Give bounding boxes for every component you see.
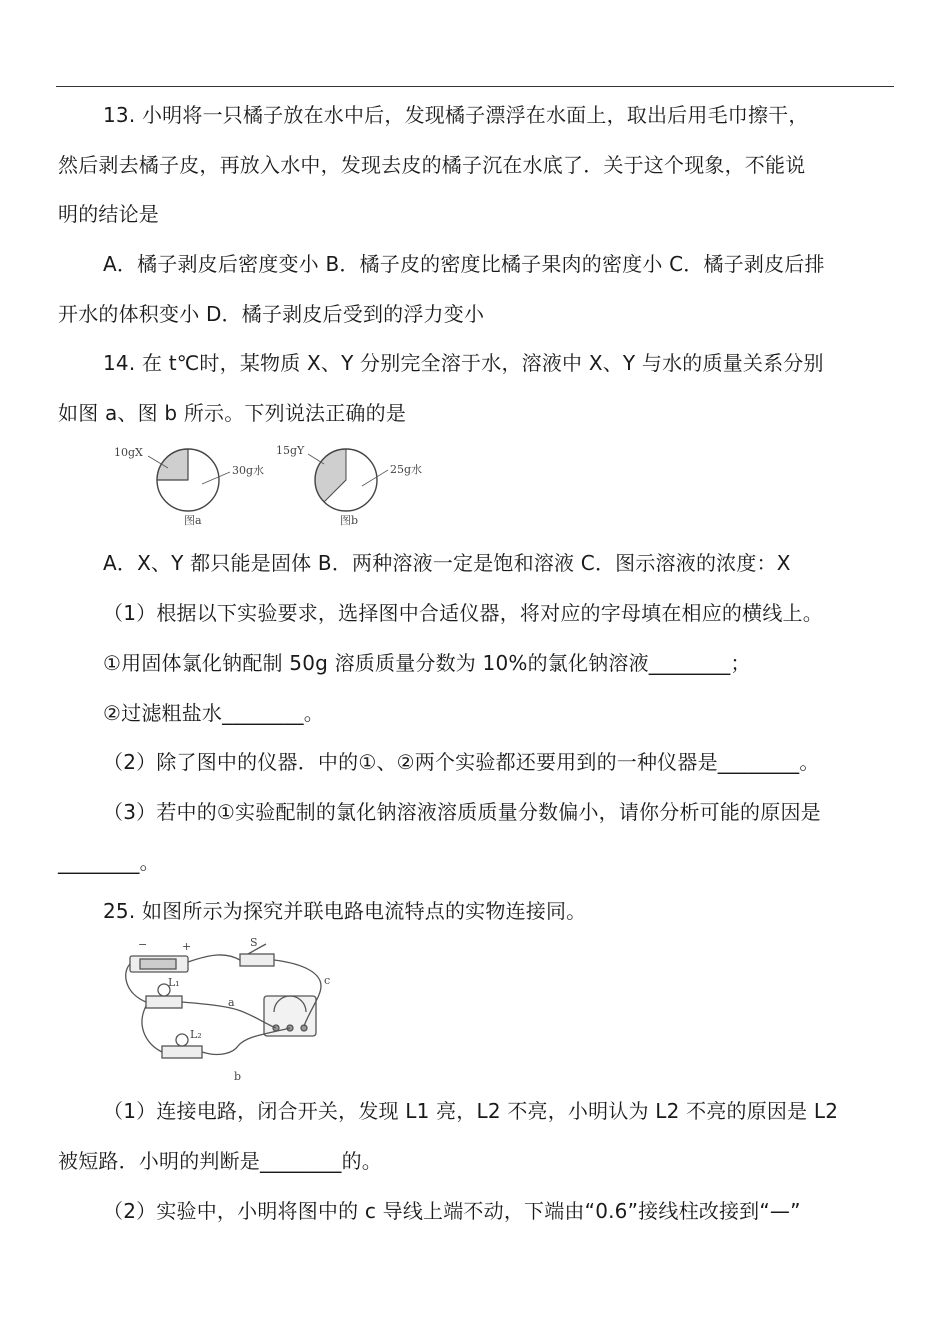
- top-rule: [56, 86, 894, 87]
- switch-base: [240, 954, 274, 966]
- switch-label: S: [250, 936, 258, 949]
- pie-a-caption: 图a: [184, 514, 202, 527]
- q14-stem-line1: 14. 在 t℃时，某物质 X、Y 分别完全溶于水，溶液中 X、Y 与水的质量关系分别: [103, 351, 824, 375]
- lamp-l2-label: L₂: [190, 1028, 202, 1041]
- battery-minus-label: −: [138, 938, 148, 951]
- wire-c-label: c: [324, 974, 331, 987]
- battery-plus-label: +: [182, 940, 192, 953]
- q13-stem-line1: 13. 小明将一只橘子放在水中后，发现橘子漂浮在水面上，取出后用毛巾擦干，: [103, 103, 809, 127]
- lamp-l1-label: L₁: [168, 976, 180, 989]
- pie-b-caption: 图b: [340, 514, 359, 527]
- sub-question-1a: ①用固体氯化钠配制 50g 溶质质量分数为 10%的氯化钠溶液________；: [103, 651, 751, 675]
- lamp-l2-bulb: [176, 1034, 188, 1046]
- pie-b-water-label: 25g水: [390, 463, 423, 476]
- pie-b-solute-label: 15gY: [276, 444, 305, 457]
- pie-b-solute-slice: [315, 449, 346, 502]
- sub-question-1: （1）根据以下实验要求，选择图中合适仪器，将对应的字母填在相应的横线上。: [103, 601, 823, 625]
- q14-stem-line2: 如图 a、图 b 所示。下列说法正确的是: [58, 401, 407, 425]
- q14-pie-figure: [110, 440, 440, 532]
- q13-options-line1: A．橘子剥皮后密度变小 B．橘子皮的密度比橘子果肉的密度小 C．橘子剥皮后排: [103, 252, 825, 276]
- battery-cell: [140, 959, 176, 969]
- q13-options-line2: 开水的体积变小 D．橘子剥皮后受到的浮力变小: [58, 302, 485, 326]
- wire-battery-switch: [188, 955, 240, 962]
- wire-b-label: b: [234, 1070, 242, 1083]
- pie-b-solute-leader: [308, 454, 324, 464]
- q13-stem-line2: 然后剥去橘子皮，再放入水中，发现去皮的橘子沉在水底了．关于这个现象，不能说: [58, 153, 806, 177]
- lamp-l1-base: [146, 996, 182, 1008]
- pie-a-water-label: 30g水: [232, 464, 265, 477]
- sub-question-3-line2: ________。: [58, 850, 160, 874]
- sub-question-3-line1: （3）若中的①实验配制的氯化钠溶液溶质质量分数偏小，请你分析可能的原因是: [103, 800, 821, 824]
- pie-charts-svg: [110, 440, 440, 532]
- q13-stem-line3: 明的结论是: [58, 202, 159, 226]
- wire-a-label: a: [228, 996, 235, 1009]
- q25-sub1-line2: 被短路．小明的判断是________的。: [58, 1149, 382, 1173]
- q25-circuit-figure: [116, 934, 340, 1084]
- q25-stem: 25. 如图所示为探究并联电路电流特点的实物连接同。: [103, 899, 587, 923]
- pie-a-water-leader: [202, 472, 230, 484]
- sub-question-1b: ②过滤粗盐水________。: [103, 701, 324, 725]
- circuit-svg: [116, 934, 340, 1084]
- q14-options: A．X、Y 都只能是固体 B．两种溶液一定是饱和溶液 C．图示溶液的浓度：X: [103, 551, 791, 575]
- pie-b-water-leader: [362, 470, 388, 486]
- sub-question-2: （2）除了图中的仪器．中的①、②两个实验都还要用到的一种仪器是________。: [103, 750, 820, 774]
- pie-a-solute-label: 10gX: [114, 446, 143, 459]
- q25-sub1-line1: （1）连接电路，闭合开关，发现 L1 亮，L2 不亮，小明认为 L2 不亮的原因是 L2: [103, 1099, 839, 1123]
- lamp-l2-base: [162, 1046, 202, 1058]
- q25-sub2: （2）实验中，小明将图中的 c 导线上端不动，下端由“0.6”接线柱改接到“—”: [103, 1199, 801, 1223]
- wire-l1-l2: [142, 1006, 162, 1052]
